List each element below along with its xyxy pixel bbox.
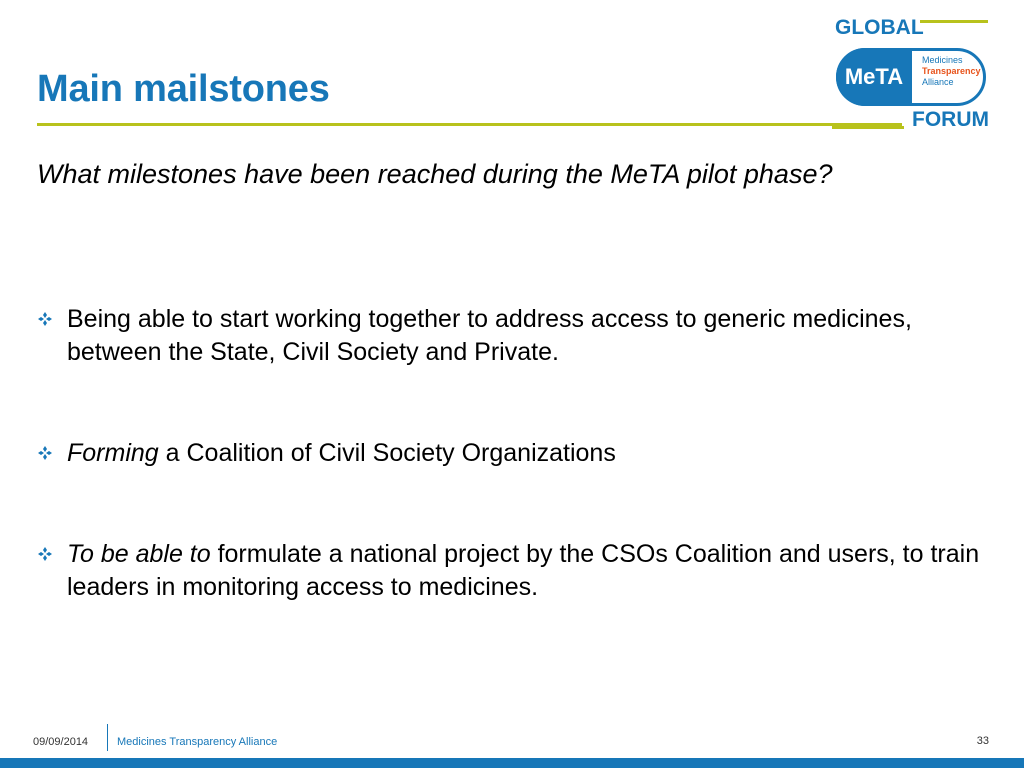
slide-title: Main mailstones (37, 68, 330, 110)
footer-date: 09/09/2014 (33, 736, 89, 748)
title-underline (37, 123, 902, 126)
footer-divider (107, 724, 108, 751)
footer-organization: Medicines Transparency Alliance (117, 736, 278, 748)
logo-sub-line2: Transparency (922, 66, 981, 76)
diamond-cluster-icon (37, 546, 53, 562)
logo-forum-text: FORUM (912, 108, 989, 131)
slide-question: What milestones have been reached during the MeTA pilot phase? (37, 159, 833, 189)
logo-top-rule (920, 20, 988, 23)
bullet-body: a Coalition of Civil Society Organizations (158, 439, 616, 467)
bullet-text (67, 538, 987, 604)
bullet-italic-lead: Forming (67, 439, 159, 467)
page-number: 33 (976, 735, 989, 747)
bullet-text (67, 437, 987, 470)
bullet-italic-lead: To be able to (67, 540, 211, 568)
logo-sub-line1: Medicines (922, 55, 963, 65)
footer-bar (0, 758, 1024, 768)
bullet-body: formulate a national project by the CSOs Coalition and users, to train leaders in monitoring access to medicines. (67, 540, 980, 601)
bullet-body: Being able to start working together to address access to generic medicines, between the State, Civil Society and Private. (67, 305, 912, 366)
diamond-cluster-icon (37, 311, 53, 327)
logo-bottom-rule (832, 126, 904, 129)
logo-meta-badge: MeTA (836, 48, 912, 106)
logo-subtitle (922, 55, 981, 88)
bullet-text (67, 303, 987, 369)
logo-sub-line3: Alliance (922, 77, 954, 87)
bullet-item (37, 303, 987, 369)
bullet-item (37, 437, 987, 470)
diamond-cluster-icon (37, 445, 53, 461)
logo-global-text: GLOBAL (835, 16, 924, 39)
bullet-item (37, 538, 987, 604)
meta-global-forum-logo (832, 12, 992, 132)
